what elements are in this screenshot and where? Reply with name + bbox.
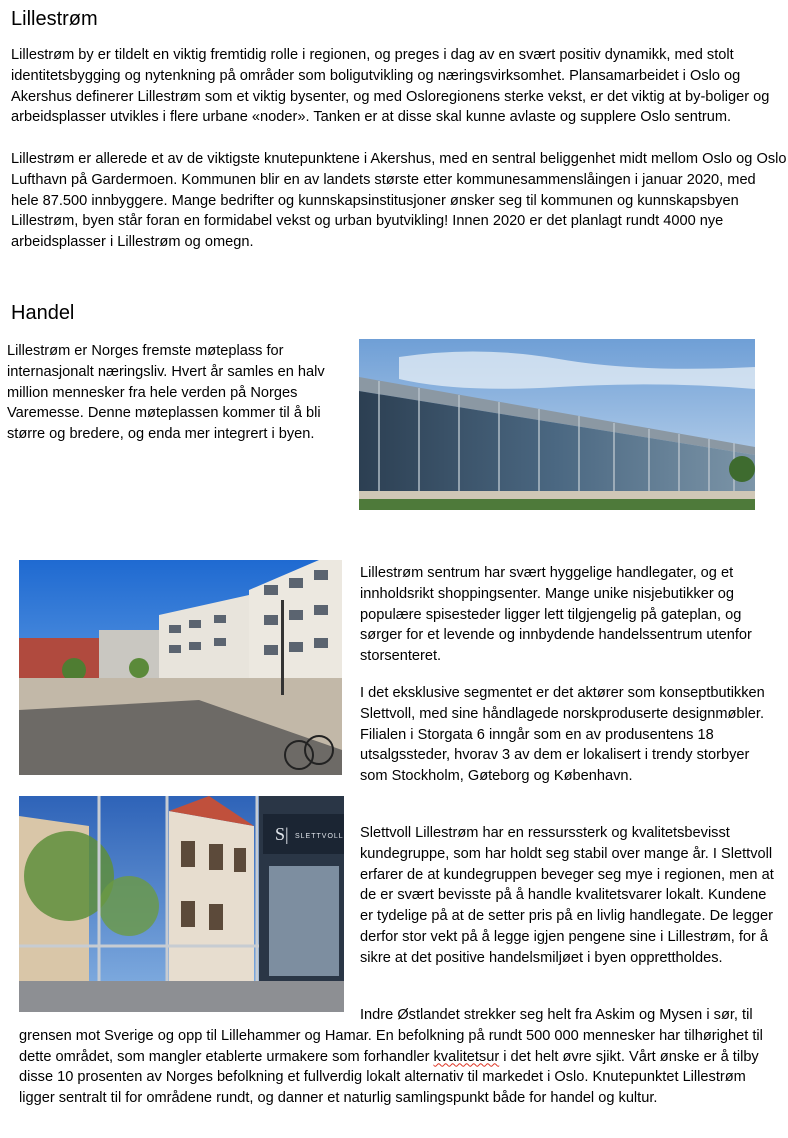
paragraph-varemesse: Lillestrøm er Norges fremste møteplass for internasjonalt næringsliv. Hvert år samles en halv million mennesker fra hele verden på Norges Varemesse. Denne møteplassen kommer til å bli større og bredere, og enda mer integrert i byen. <box>7 343 325 443</box>
paragraph-intro: Lillestrøm by er tildelt en viktig fremtidig rolle i regionen, og preges i dag av en svært positiv dynamikk, med stolt identitetsbygging og nytenkning på områder som boligutvikling og næringsvirksomhet. Plansamarbeidet i Oslo og Akershus definerer Lillestrøm som et viktig bysenter, og med Osloregionens sterke vekst, er det viktig at by-boliger og arbeidsplasser utvikles i flere urbane «noder». Tanken er at disse skal kunne avlaste og supplere Oslo sentrum. <box>11 47 770 126</box>
slettvoll-logo-mark: S| <box>275 824 289 844</box>
paragraph-slettvoll-konsept: I det eksklusive segmentet er det aktører som konseptbutikken Slettvoll, med sine håndlagede norskproduserte designmøbler. Filialen i Storgata 6 inngår som en av produsentens 18 utsalgssteder, hvorav 3 av dem er lokalisert i trendy storbyer som Stockholm, Gøteborg og København. <box>360 685 765 785</box>
paragraph-knutepunkt: Lillestrøm er allerede et av de viktigste knutepunktene i Akershus, med en sentral beliggenhet midt mellom Oslo og Oslo Lufthavn på Gardermoen. Kommunen blir en av landets største etter kommunesammenslåingen i januar 2020, med hele 87.500 innbyggere. Mange bedrifter og kunnskapsinstitusjoner ønsker seg til kommunen og kunnskapsbyen Lillestrøm, byen står foran en formidabel vekst og urban byutvikling! Innen 2020 er det planlagt rundt 4000 nye arbeidsplasser i Lillestrøm og omegn. <box>11 151 787 251</box>
paragraph-indre-ostlandet <box>19 1005 779 1109</box>
spellcheck-flagged-word[interactable]: kvalitetsur <box>433 1048 500 1065</box>
slettvoll-storefront-photo <box>19 796 344 1012</box>
region-text-end: i det helt øvre sjikt. Vårt ønske er å tilby disse 10 prosenten av Norges befolkning et fullverdig lokalt alternativ til markedet i Oslo. Knutepunktet Lillestrøm ligger sentralt til for områdene rundt, og danner et naturlig samlingspunkt både for handel og kultur. <box>19 1048 759 1107</box>
section-heading-handel: Handel <box>11 302 75 324</box>
section-heading-lillestrom: Lillestrøm <box>11 8 98 30</box>
varemesse-building-photo <box>359 339 755 510</box>
slettvoll-sign: SLETTVOLL <box>295 833 344 840</box>
paragraph-slettvoll-kunder: Slettvoll Lillestrøm har en ressurssterk og kvalitetsbevisst kundegruppe, som har holdt seg stabil over mange år. I Slettvoll erfarer de at kundegruppen beveger seg mye i regionen, men at de er svært bevisste på å handle kvalitetsvarer lokalt. Kundene er tydelige på at de setter pris på en livlig handlegate. De legger derfor stor vekt på å legge igjen pengene sine i Lillestrøm, for å sikre at det positive handelsmiljøet i byen opprettholdes. <box>360 825 774 966</box>
paragraph-sentrum: Lillestrøm sentrum har svært hyggelige handlegater, og et innholdsrikt shoppingsenter. Mange unike nisjebutikker og populære spisesteder ligger lett tilgjengelig på gateplan, og sørger for et levende og innbydende handelssentrum utenfor storsenteret. <box>360 565 752 665</box>
town-square-photo <box>19 560 342 775</box>
region-text-start: Indre Østlandet strekker seg helt fra Askim og Mysen i sør, til grensen mot Sverige og opp til Lillehammer og Hamar. En befolkning på rundt 500 000 mennesker har tilhørighet til dette området, som mangler etablerte urmakere som forhandler <box>19 1007 763 1065</box>
